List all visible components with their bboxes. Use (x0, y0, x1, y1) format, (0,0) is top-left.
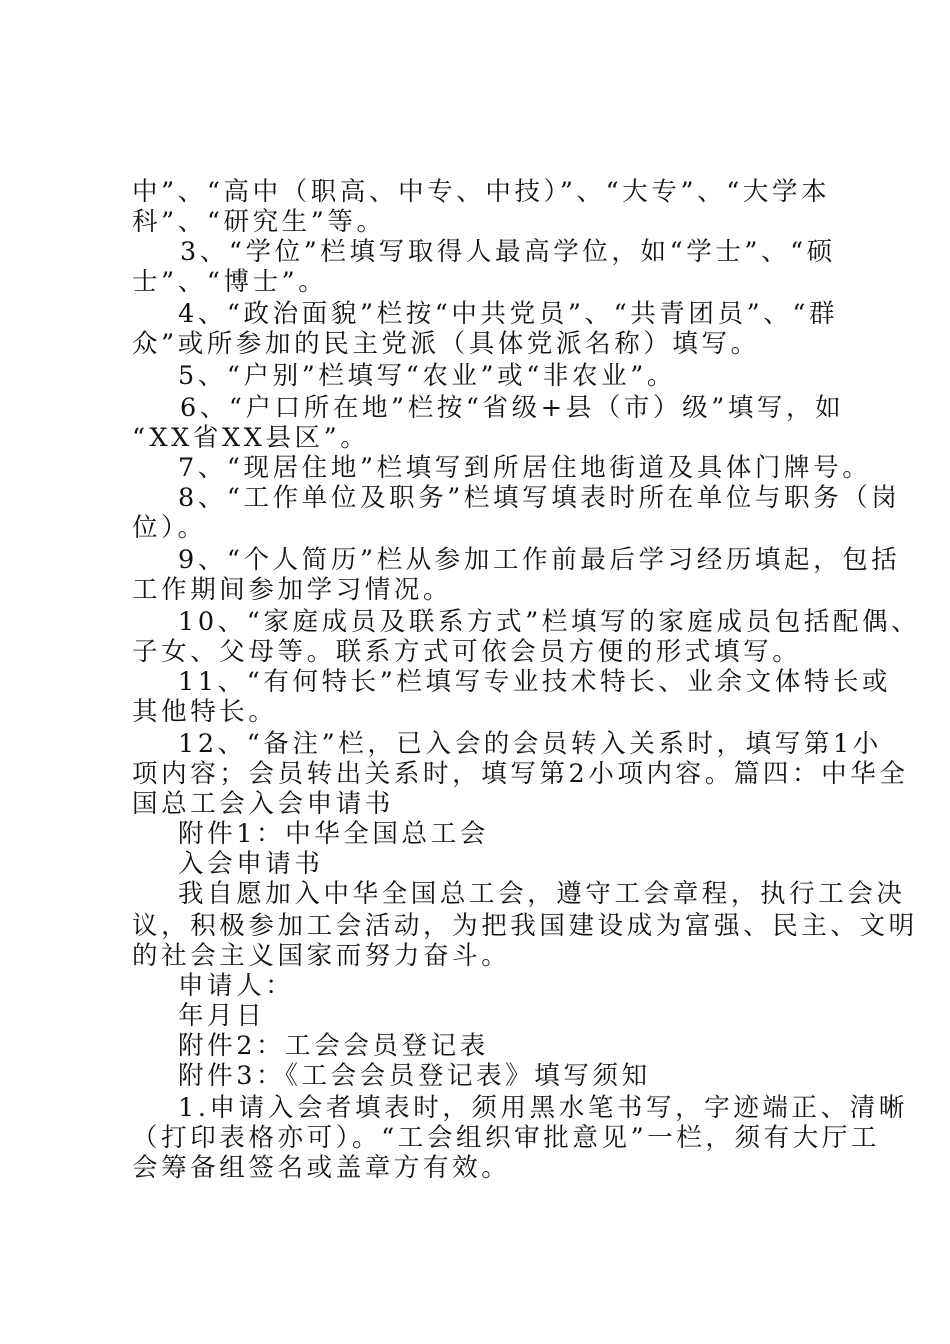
text-line: 1.申请入会者填表时，须用黑水笔书写，字迹端正、清晰 (178, 1093, 908, 1123)
text-line: 我自愿加入中华全国总工会，遵守工会章程，执行工会决 (178, 879, 906, 909)
text-line: 12、“备注”栏，已入会的会员转入关系时，填写第1小 (178, 729, 882, 759)
text-line: 其他特长。 (132, 697, 278, 727)
text-line: 工作期间参加学习情况。 (132, 575, 453, 605)
text-line: 5、“户别”栏填写“农业”或“非农业”。 (178, 361, 676, 391)
text-line: 6、“户口所在地”栏按“省级+县（市）级”填写，如 (180, 393, 845, 423)
text-line: 士”、“博士”。 (132, 267, 328, 297)
text-line: 中”、“高中（职高、中专、中技）”、“大专”、“大学本 (132, 177, 831, 207)
text-line: 年月日 (178, 1001, 266, 1031)
text-line: 众”或所参加的民主党派（具体党派名称）填写。 (132, 329, 760, 359)
text-line: （打印表格亦可）。“工会组织审批意见”一栏，须有大厅工 (132, 1123, 881, 1153)
text-line: 附件1：中华全国总工会 (178, 819, 489, 849)
text-line: 9、“个人简历”栏从参加工作前最后学习经历填起，包括 (178, 545, 901, 575)
text-line: 申请人： (178, 971, 295, 1001)
text-line: 位）。 (132, 513, 207, 543)
text-line: 入会申请书 (178, 849, 324, 879)
text-line: 3、“学位”栏填写取得人最高学位，如“学士”、“硕 (180, 237, 836, 267)
text-line: 国总工会入会申请书 (132, 789, 394, 819)
text-line: 7、“现居住地”栏填写到所居住地街道及具体门牌号。 (178, 453, 872, 483)
text-line: 项内容；会员转出关系时，填写第2小项内容。篇四：中华全 (132, 759, 909, 789)
text-line: 附件3：《工会会员登记表》填写须知 (178, 1061, 651, 1091)
text-line: 的社会主义国家而努力奋斗。 (132, 941, 511, 971)
text-line: 10、“家庭成员及联系方式”栏填写的家庭成员包括配偶、 (178, 607, 921, 637)
text-line: 4、“政治面貌”栏按“中共党员”、“共青团员”、“群 (178, 299, 839, 329)
text-line: “XX省XX县区”。 (132, 423, 370, 453)
text-line: 科”、“研究生”等。 (132, 207, 386, 237)
text-line: 子女、父母等。联系方式可依会员方便的形式填写。 (132, 637, 802, 667)
text-line: 8、“工作单位及职务”栏填写填表时所在单位与职务（岗 (178, 483, 901, 513)
text-line: 11、“有何特长”栏填写专业技术特长、业余文体特长或 (178, 667, 892, 697)
text-line: 议，积极参加工会活动，为把我国建设成为富强、民主、文明 (132, 911, 918, 941)
text-line: 会筹备组签名或盖章方有效。 (132, 1153, 511, 1183)
text-line: 附件2：工会会员登记表 (178, 1031, 489, 1061)
